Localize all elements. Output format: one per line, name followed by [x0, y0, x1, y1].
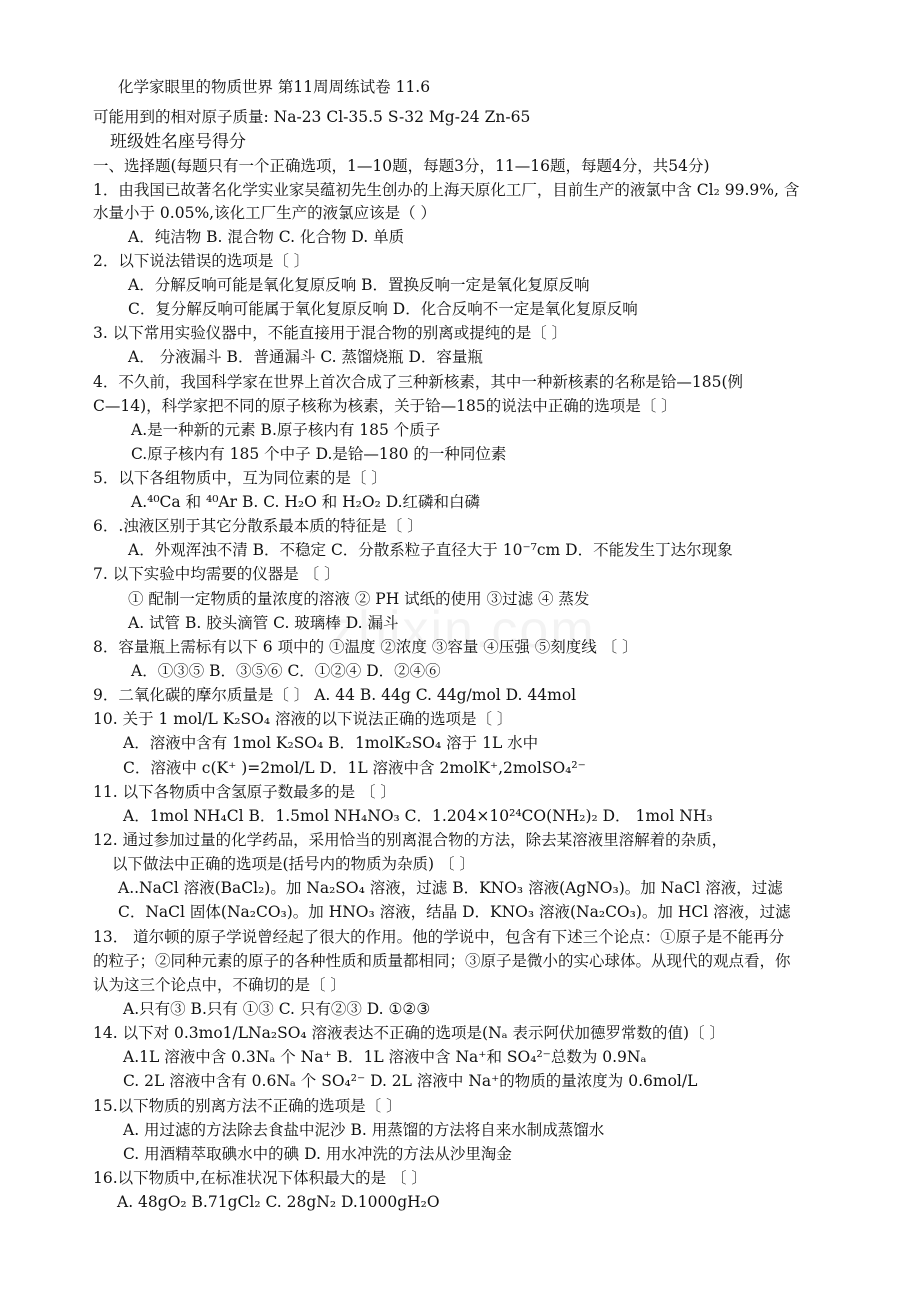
question-line: A.是一种新的元素 B.原子核内有 185 个质子	[131, 421, 441, 439]
question-line: 3. 以下常用实验仪器中，不能直接用于混合物的别离或提纯的是〔 〕	[93, 324, 568, 342]
question-line: 13． 道尔顿的原子学说曾经起了很大的作用。他的学说中，包含有下述三个论点：①原子是不能再分	[93, 928, 785, 946]
question-line: A.只有③ B.只有 ①③ C. 只有②③ D. ①②③	[123, 1000, 431, 1018]
question-line: 2．以下说法错误的选项是〔 〕	[93, 252, 310, 270]
question-line: 10. 关于 1 mol/L K₂SO₄ 溶液的以下说法正确的选项是〔 〕	[93, 710, 513, 728]
question-line: 6．.浊液区别于其它分散系最本质的特征是〔 〕	[93, 517, 423, 535]
question-line: 7. 以下实验中均需要的仪器是 〔 〕	[93, 565, 340, 583]
question-line: 5．以下各组物质中，互为同位素的是〔 〕	[93, 469, 387, 487]
question-line: 8．容量瓶上需标有以下 6 项中的 ①温度 ②浓度 ③容量 ④压强 ⑤刻度线 〔 〕	[93, 638, 638, 656]
question-line: A. 48gO₂ B.71gCl₂ C. 28gN₂ D.1000gH₂O	[117, 1193, 440, 1211]
question-line: C—14)，科学家把不同的原子核称为核素，关于铪—185的说法中正确的选项是〔 〕	[93, 397, 677, 415]
question-line: C. 2L 溶液中含有 0.6Nₐ 个 SO₄²⁻ D. 2L 溶液中 Na⁺的物质的量浓度为 0.6mol/L	[123, 1072, 698, 1090]
question-line: C．NaCl 固体(Na₂CO₃)。加 HNO₃ 溶液，结晶 D．KNO₃ 溶液(Na₂CO₃)。加 HCl 溶液，过滤	[118, 903, 791, 921]
question-line: A．①③⑤ B．③⑤⑥ C．①②④ D．②④⑥	[131, 662, 441, 680]
question-line: 16.以下物质中,在标准状况下体积最大的是 〔 〕	[93, 1169, 427, 1187]
question-line: A．1mol NH₄Cl B．1.5mol NH₄NO₃ C．1.204×10²⁴CO(NH₂)₂ D． 1mol NH₃	[123, 807, 713, 825]
question-line: A．纯洁物 B. 混合物 C. 化合物 D. 单质	[128, 228, 405, 246]
question-line: A. 试管 B. 胶头滴管 C. 玻璃棒 D. 漏斗	[128, 614, 399, 632]
question-line: A．溶液中含有 1mol K₂SO₄ B．1molK₂SO₄ 溶于 1L 水中	[123, 734, 539, 752]
question-line: 的粒子；②同种元素的原子的各种性质和质量都相同；③原子是微小的实心球体。从现代的观点看，你	[93, 952, 791, 970]
question-line: 9．二氧化碳的摩尔质量是〔 〕 A. 44 B. 44g C. 44g/mol D. 44mol	[93, 686, 577, 704]
question-line: 水量小于 0.05%,该化工厂生产的液氯应该是（ ）	[93, 204, 437, 222]
question-line: 4．不久前，我国科学家在世界上首次合成了三种新核素，其中一种新核素的名称是铪—185(例	[93, 373, 743, 391]
question-line: 12. 通过参加过量的化学药品，采用恰当的别离混合物的方法，除去某溶液里溶解着的杂质，	[93, 831, 728, 849]
question-line: A. 用过滤的方法除去食盐中泥沙 B. 用蒸馏的方法将自来水制成蒸馏水	[123, 1121, 605, 1139]
question-line: C．复分解反响可能属于氧化复原反响 D．化合反响不一定是氧化复原反响	[128, 300, 638, 318]
question-line: ① 配制一定物质的量浓度的溶液 ② PH 试纸的使用 ③过滤 ④ 蒸发	[128, 590, 590, 608]
question-line: A..NaCl 溶液(BaCl₂)。加 Na₂SO₄ 溶液，过滤 B．KNO₃ 溶液(AgNO₃)。加 NaCl 溶液，过滤	[118, 879, 783, 897]
question-line: 15.以下物质的别离方法不正确的选项是〔 〕	[93, 1097, 402, 1115]
question-line: 1．由我国已故著名化学实业家吴蕴初先生创办的上海天原化工厂，目前生产的液氯中含 Cl₂ 99.9%, 含	[93, 181, 800, 199]
question-line: C.原子核内有 185 个中子 D.是铪—180 的一种同位素	[131, 445, 507, 463]
question-line: 以下做法中正确的选项是(括号内的物质为杂质) 〔 〕	[112, 855, 475, 873]
question-line: A.1L 溶液中含 0.3Nₐ 个 Na⁺ B．1L 溶液中含 Na⁺和 SO₄²⁻总数为 0.9Nₐ	[123, 1048, 647, 1066]
section-heading: 一、选择题(每题只有一个正确选项，1—10题，每题3分，11—16题，每题4分，共54分)	[93, 157, 710, 175]
question-line: C. 用酒精萃取碘水中的碘 D. 用水冲洗的方法从沙里淘金	[123, 1145, 512, 1163]
question-line: A．分解反响可能是氧化复原反响 B．置换反响一定是氧化复原反响	[128, 276, 590, 294]
question-line: 11. 以下各物质中含氢原子数最多的是 〔 〕	[93, 783, 396, 801]
question-line: A．外观浑浊不清 B．不稳定 C．分散系粒子直径大于 10⁻⁷cm D．不能发生丁达尔现象	[128, 541, 733, 559]
question-line: C．溶液中 c(K⁺ )=2mol/L D．1L 溶液中含 2molK⁺,2molSO₄²⁻	[123, 759, 586, 777]
atomic-masses: 可能用到的相对原子质量: Na-23 Cl-35.5 S-32 Mg-24 Zn-65	[93, 108, 531, 126]
question-line: A.⁴⁰Ca 和 ⁴⁰Ar B. C. H₂O 和 H₂O₂ D.红磷和白磷	[131, 493, 481, 511]
page-title: 化学家眼里的物质世界 第11周周练试卷 11.6	[118, 78, 431, 96]
question-line: 认为这三个论点中，不确切的是〔 〕	[93, 976, 346, 994]
question-line: 14. 以下对 0.3mo1/LNa₂SO₄ 溶液表达不正确的选项是(Nₐ 表示阿伏加德罗常数的值)〔 〕	[93, 1024, 726, 1042]
student-info: 班级姓名座号得分	[110, 132, 246, 152]
question-line: A． 分液漏斗 B．普通漏斗 C. 蒸馏烧瓶 D．容量瓶	[128, 348, 483, 366]
